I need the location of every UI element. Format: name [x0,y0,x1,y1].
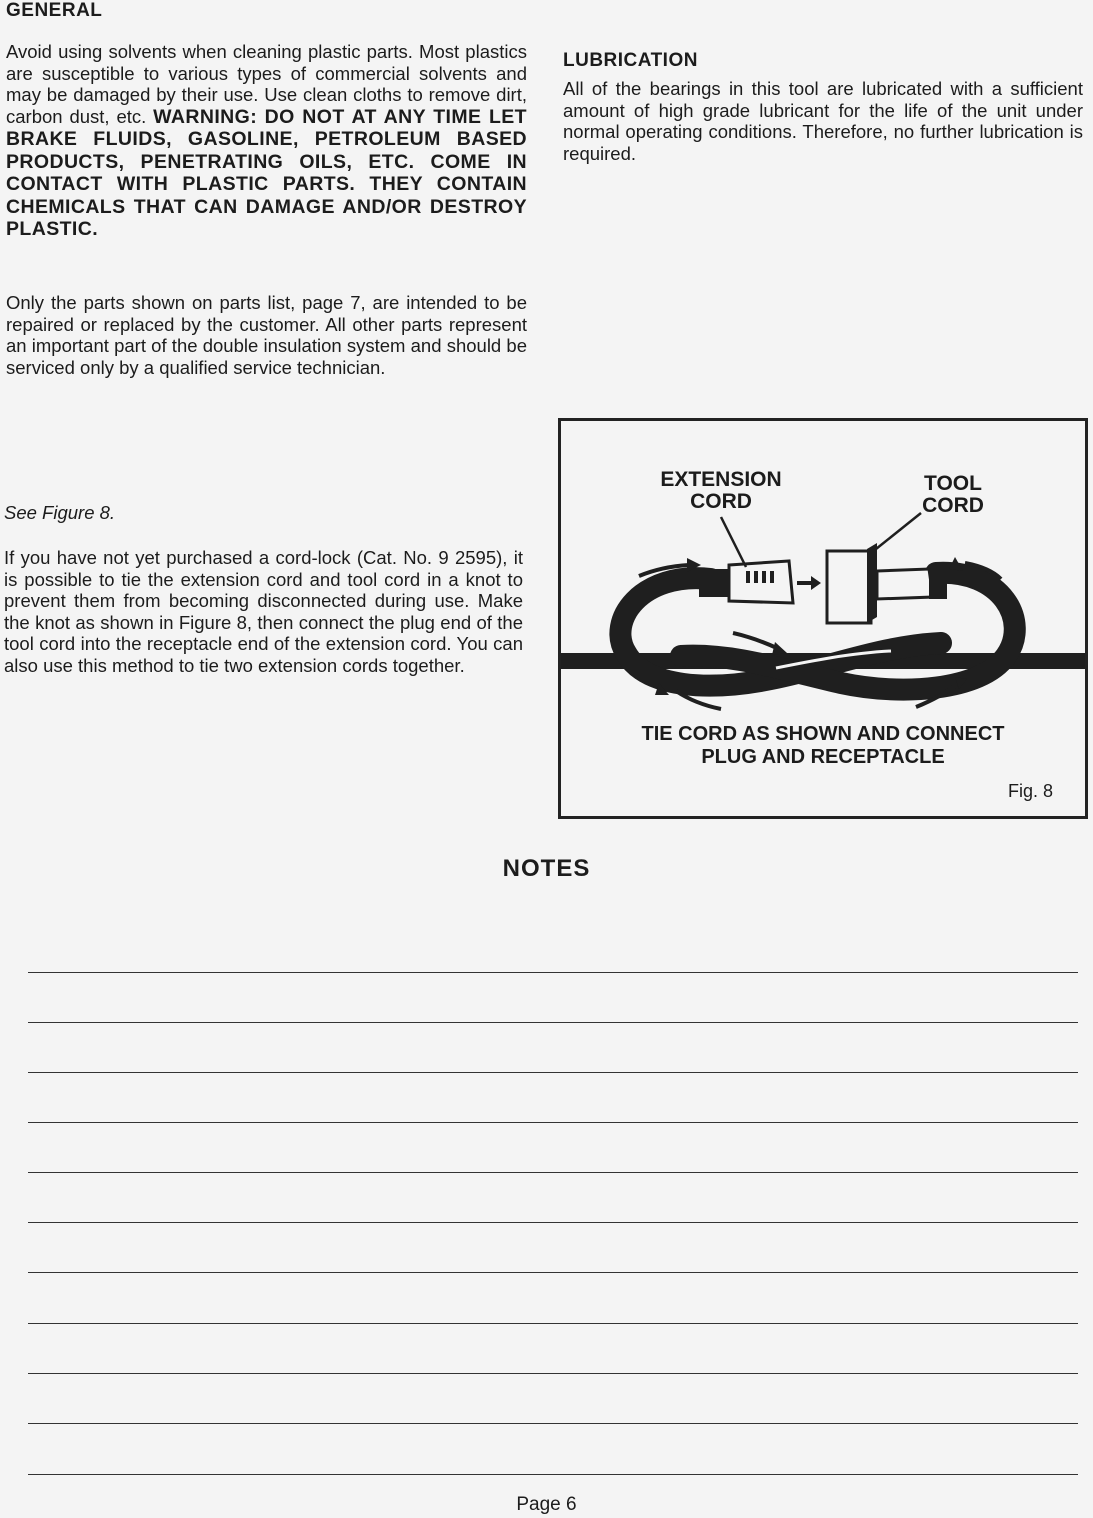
extension-cord-receptacle [699,561,793,603]
cord-paragraph: If you have not yet purchased a cord-lock (Cat. No. 9 2595), it is possible to tie the extension cord and tool cord in a knot to prevent them from becoming disconnected during use. Make the knot as shown in Figure 8, then connect the plug end of the tool cord into the receptacle end of the extension cord. You can also use this method to tie two extension cords together. [4,547,523,676]
cord-paragraph-container [4,547,523,676]
note-line[interactable] [28,1423,1078,1424]
figure-8 [558,418,1088,819]
extension-cord-label: EXTENSION CORD [660,468,782,513]
see-figure-text: See Figure 8. [4,502,116,523]
figure-caption [561,723,1085,769]
lubrication-container [563,78,1083,164]
tool-cord-plug [827,543,947,623]
notes-heading: NOTES [502,855,591,882]
lubrication-heading: LUBRICATION [563,50,698,71]
note-line[interactable] [28,1323,1078,1324]
general-text: Avoid using solvents when cleaning plastic parts. Most plastics are susceptible to various types of commercial solvents and may be damaged by their use. Use clean cloths to remove dirt, carbon dust, etc. [6,41,527,127]
note-line[interactable] [28,1373,1078,1374]
note-line[interactable] [28,1072,1078,1073]
note-line[interactable] [28,1474,1078,1475]
note-line[interactable] [28,972,1078,973]
tool-cord-label: TOOL CORD [922,472,984,517]
general-paragraph-2 [6,292,527,378]
warning-text: WARNING: DO NOT AT ANY TIME LET BRAKE FLUIDS, GASOLINE, PETROLEUM BASED PRODUCTS, PENETRATING OILS, ETC. COME IN CONTACT WITH PLASTIC PARTS. THEY CONTAIN CHEMICALS THAT CAN DAMAGE AND/OR DESTROY PLASTIC. [6,105,527,240]
note-line[interactable] [28,1272,1078,1273]
general-heading: GENERAL [6,0,103,21]
note-line[interactable] [28,1022,1078,1023]
caption-line-2: PLUG AND RECEPTACLE [701,746,945,768]
note-line[interactable] [28,1222,1078,1223]
figure-number: Fig. 8 [1007,781,1053,801]
note-line[interactable] [28,1122,1078,1123]
note-line[interactable] [28,1172,1078,1173]
caption-line-1: TIE CORD AS SHOWN AND CONNECT [641,723,1005,745]
lubrication-paragraph: All of the bearings in this tool are lubricated with a sufficient amount of high grade lubricant for the life of the unit under normal operating conditions. Therefore, no further lubrication is required. [563,78,1083,164]
page-number: Page 6 [516,1494,577,1515]
general-paragraph-1 [6,41,527,241]
parts-paragraph: Only the parts shown on parts list, page 7, are intended to be repaired or replaced by the customer. All other parts represent an important part of the double insulation system and should be serviced only by a qualified service technician. [6,292,527,378]
